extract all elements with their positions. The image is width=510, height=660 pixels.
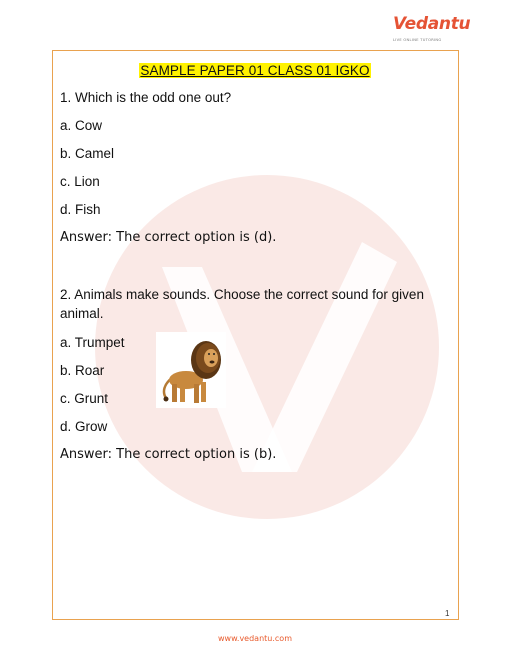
- question-2-line-1: 2. Animals make sounds. Choose the correct sound for given: [60, 287, 424, 302]
- question-2-line-2: animal.: [60, 306, 104, 321]
- q1-option-c: c. Lion: [60, 174, 100, 189]
- q2-option-c: c. Grunt: [60, 391, 109, 406]
- vedantu-logo: [393, 14, 471, 48]
- lion-image: [156, 332, 226, 408]
- page-title: SAMPLE PAPER 01 CLASS 01 IGKO: [140, 63, 370, 78]
- logo-wordmark: Vedantu: [393, 14, 471, 34]
- q2-option-d: d. Grow: [60, 419, 108, 434]
- q2-option-b: b. Roar: [60, 363, 105, 378]
- q1-option-a: a. Cow: [60, 118, 103, 133]
- footer-url[interactable]: www.vedantu.com: [218, 634, 292, 643]
- q2-answer: Answer: The correct option is (b).: [60, 447, 277, 462]
- q2-option-a: a. Trumpet: [60, 335, 125, 350]
- logo-tagline: LIVE ONLINE TUTORING: [393, 38, 442, 42]
- q1-option-b: b. Camel: [60, 146, 115, 161]
- q1-answer: Answer: The correct option is (d).: [60, 230, 277, 245]
- vedantu-watermark-icon: [92, 172, 442, 522]
- question-1: 1. Which is the odd one out?: [60, 90, 232, 105]
- page-number: 1: [445, 609, 450, 618]
- q1-option-d: d. Fish: [60, 202, 101, 217]
